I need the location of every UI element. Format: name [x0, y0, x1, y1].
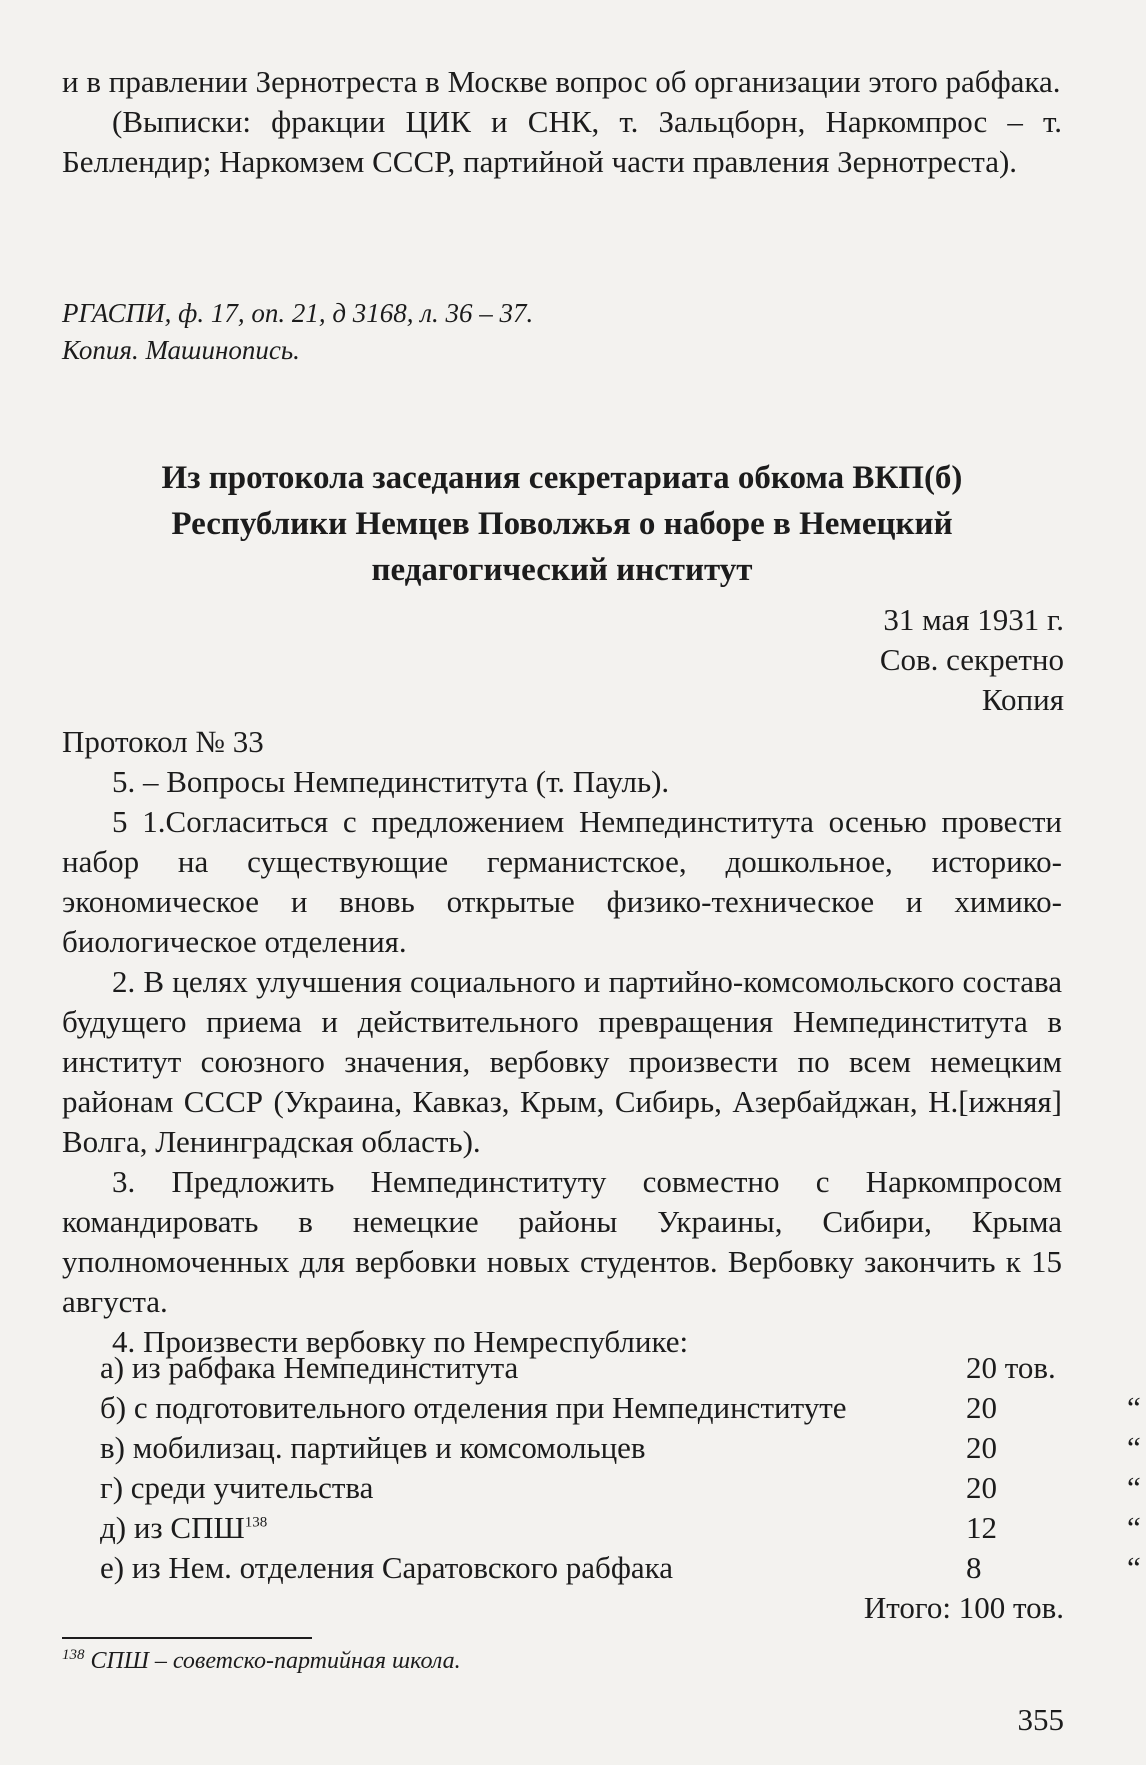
footnote-text: СПШ – советско-партийная школа.	[90, 1648, 461, 1674]
archive-source	[62, 295, 533, 369]
recruitment-total: Итого: 100 тов.	[863, 1590, 1064, 1625]
decision-point-1: 5 1.Согласиться с предложением Немпединститута осенью провести набор на существующие германистское, дошкольное, историко-экономическое и вновь открытые физико-техническое и химико-биологическое отделения.	[62, 804, 1062, 959]
recruitment-row	[100, 1348, 1070, 1388]
recruitment-source	[100, 1508, 267, 1548]
heading-line-3: педагогический институт	[371, 552, 753, 588]
ditto-mark: “	[1127, 1430, 1141, 1465]
ditto-mark: “	[1127, 1390, 1141, 1425]
ditto-mark: “	[1127, 1470, 1141, 1505]
recruitment-label: д) из СПШ	[100, 1510, 245, 1545]
document-date: 31 мая 1931 г.	[883, 602, 1064, 637]
agenda-item: 5. – Вопросы Немпединститута (т. Пауль).	[112, 764, 670, 799]
copy-label: Копия	[981, 682, 1064, 717]
intro-block	[62, 62, 1062, 182]
recruitment-count: 12	[966, 1510, 997, 1545]
meta-block	[880, 600, 1064, 720]
recruitment-row	[100, 1428, 1141, 1468]
recruitment-count: 20	[966, 1390, 997, 1425]
heading-line-1: Из протокола заседания секретариата обкома ВКП(б)	[161, 460, 963, 496]
protocol-number: Протокол № 33	[62, 724, 264, 759]
recruitment-row	[100, 1508, 1141, 1548]
ditto-mark: “	[1127, 1510, 1141, 1545]
recruitment-source: в) мобилизац. партийцев и комсомольцев	[100, 1430, 646, 1465]
footnote-number: 138	[62, 1647, 85, 1663]
recruitment-row	[100, 1548, 1141, 1588]
ditto-mark: “	[1127, 1550, 1141, 1585]
intro-paragraph: и в правлении Зернотреста в Москве вопрос об организации этого рабфака.	[62, 64, 1061, 99]
archive-reference: РГАСПИ, ф. 17, оп. 21, д 3168, л. 36 – 37.	[62, 298, 534, 328]
recruitment-source: а) из рабфака Немпединститута	[100, 1350, 519, 1385]
footnote-ref: 138	[244, 1514, 268, 1531]
decision-point-2: 2. В целях улучшения социального и партийно-комсомольского состава будущего приема и действительного превращения Немпединститута в институт союзного значения, вербовку произвести по всем немецким районам СССР (Украина, Кавказ, Крым, Сибирь, Азербайджан, Н.[ижняя] Волга, Ленинградская область).	[62, 964, 1062, 1159]
recruitment-list	[100, 1348, 1141, 1588]
page-number: 355	[1017, 1702, 1064, 1737]
copy-type: Копия. Машинопись.	[62, 335, 300, 365]
recruitment-source: г) среди учительства	[100, 1470, 374, 1505]
decision-point-3: 3. Предложить Немпединституту совместно с Наркомпросом командировать в немецкие районы Украины, Сибири, Крыма уполномоченных для вербовки новых студентов. Вербовку закончить к 15 августа.	[62, 1164, 1062, 1319]
recruitment-count: 20	[966, 1430, 997, 1465]
footnote	[62, 1645, 461, 1677]
secrecy-stamp: Сов. секретно	[879, 642, 1064, 677]
recruitment-count: 20 тов.	[966, 1350, 1056, 1385]
document-heading	[62, 455, 1062, 593]
recruitment-row	[100, 1388, 1141, 1428]
recruitment-source: б) с подготовительного отделения при Немпединституте	[100, 1390, 847, 1425]
recruitment-row	[100, 1468, 1141, 1508]
recruitment-source: е) из Нем. отделения Саратовского рабфака	[100, 1550, 674, 1585]
recruitment-count: 8	[966, 1550, 982, 1585]
excerpts-paragraph: (Выписки: фракции ЦИК и СНК, т. Зальцборн, Наркомпрос – т. Беллендир; Наркомзем СССР, партийной части правления Зернотреста).	[62, 104, 1062, 179]
decision-point-4: 4. Произвести вербовку по Немреспублике:	[112, 1324, 689, 1359]
footnote-divider	[62, 1637, 312, 1639]
heading-line-2: Республики Немцев Поволжья о наборе в Немецкий	[171, 506, 953, 542]
protocol-block	[62, 722, 1062, 1362]
recruitment-count: 20	[966, 1470, 997, 1505]
